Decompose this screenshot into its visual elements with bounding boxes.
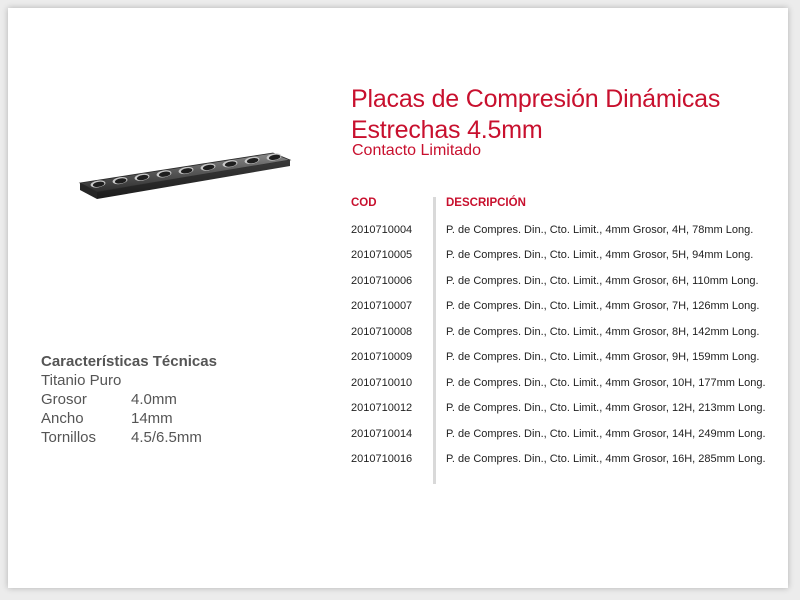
header-cod: COD bbox=[351, 197, 377, 209]
cell-cod: 2010710006 bbox=[351, 274, 413, 287]
page-title bbox=[351, 84, 720, 146]
table-row bbox=[351, 396, 766, 422]
spec-value: 4.5/6.5mm bbox=[131, 429, 202, 446]
cell-description: P. de Compres. Din., Cto. Limit., 4mm Grosor, 6H, 110mm Long. bbox=[435, 268, 766, 294]
bone-plate-image bbox=[68, 138, 308, 218]
cell-cod: 2010710012 bbox=[351, 402, 413, 415]
cell-description: P. de Compres. Din., Cto. Limit., 4mm Grosor, 16H, 285mm Long. bbox=[435, 447, 766, 485]
spec-label: Grosor bbox=[41, 391, 87, 408]
cell-cod: 2010710004 bbox=[351, 223, 413, 236]
page-frame bbox=[8, 8, 788, 588]
technical-specs bbox=[41, 352, 217, 447]
product-table bbox=[351, 197, 766, 484]
cell-cod: 2010710005 bbox=[351, 249, 413, 262]
table-row bbox=[351, 370, 766, 396]
cell-description: P. de Compres. Din., Cto. Limit., 4mm Grosor, 4H, 78mm Long. bbox=[435, 217, 766, 243]
header-description: DESCRIPCIÓN bbox=[435, 197, 766, 217]
cell-cod: 2010710009 bbox=[351, 351, 413, 364]
table-row bbox=[351, 268, 766, 294]
specs-material: Titanio Puro bbox=[41, 372, 122, 389]
specs-heading: Características Técnicas bbox=[41, 353, 217, 370]
table-row bbox=[351, 243, 766, 269]
cell-description: P. de Compres. Din., Cto. Limit., 4mm Grosor, 5H, 94mm Long. bbox=[435, 243, 766, 269]
table-row bbox=[351, 345, 766, 371]
page-subtitle: Contacto Limitado bbox=[352, 142, 481, 159]
cell-cod: 2010710010 bbox=[351, 376, 413, 389]
spec-value: 14mm bbox=[131, 410, 173, 427]
spec-value: 4.0mm bbox=[131, 391, 177, 408]
cell-description: P. de Compres. Din., Cto. Limit., 4mm Grosor, 9H, 159mm Long. bbox=[435, 345, 766, 371]
cell-description: P. de Compres. Din., Cto. Limit., 4mm Grosor, 14H, 249mm Long. bbox=[435, 421, 766, 447]
table-row bbox=[351, 294, 766, 320]
spec-row-screws bbox=[41, 428, 217, 447]
cell-description: P. de Compres. Din., Cto. Limit., 4mm Grosor, 8H, 142mm Long. bbox=[435, 319, 766, 345]
spec-row-width bbox=[41, 409, 217, 428]
table-row bbox=[351, 447, 766, 485]
spec-label: Tornillos bbox=[41, 429, 97, 446]
title-line-2: Estrechas 4.5mm bbox=[351, 116, 543, 144]
table-row bbox=[351, 319, 766, 345]
title-line-1: Placas de Compresión Dinámicas bbox=[351, 85, 721, 113]
cell-cod: 2010710008 bbox=[351, 325, 413, 338]
cell-description: P. de Compres. Din., Cto. Limit., 4mm Grosor, 12H, 213mm Long. bbox=[435, 396, 766, 422]
table-row bbox=[351, 421, 766, 447]
spec-row-thickness bbox=[41, 390, 217, 409]
cell-cod: 2010710016 bbox=[351, 453, 413, 466]
cell-cod: 2010710014 bbox=[351, 427, 413, 440]
cell-cod: 2010710007 bbox=[351, 300, 413, 313]
cell-description: P. de Compres. Din., Cto. Limit., 4mm Grosor, 10H, 177mm Long. bbox=[435, 370, 766, 396]
cell-description: P. de Compres. Din., Cto. Limit., 4mm Grosor, 7H, 126mm Long. bbox=[435, 294, 766, 320]
spec-label: Ancho bbox=[41, 410, 84, 427]
table-row bbox=[351, 217, 766, 243]
table-header-row bbox=[351, 197, 766, 217]
